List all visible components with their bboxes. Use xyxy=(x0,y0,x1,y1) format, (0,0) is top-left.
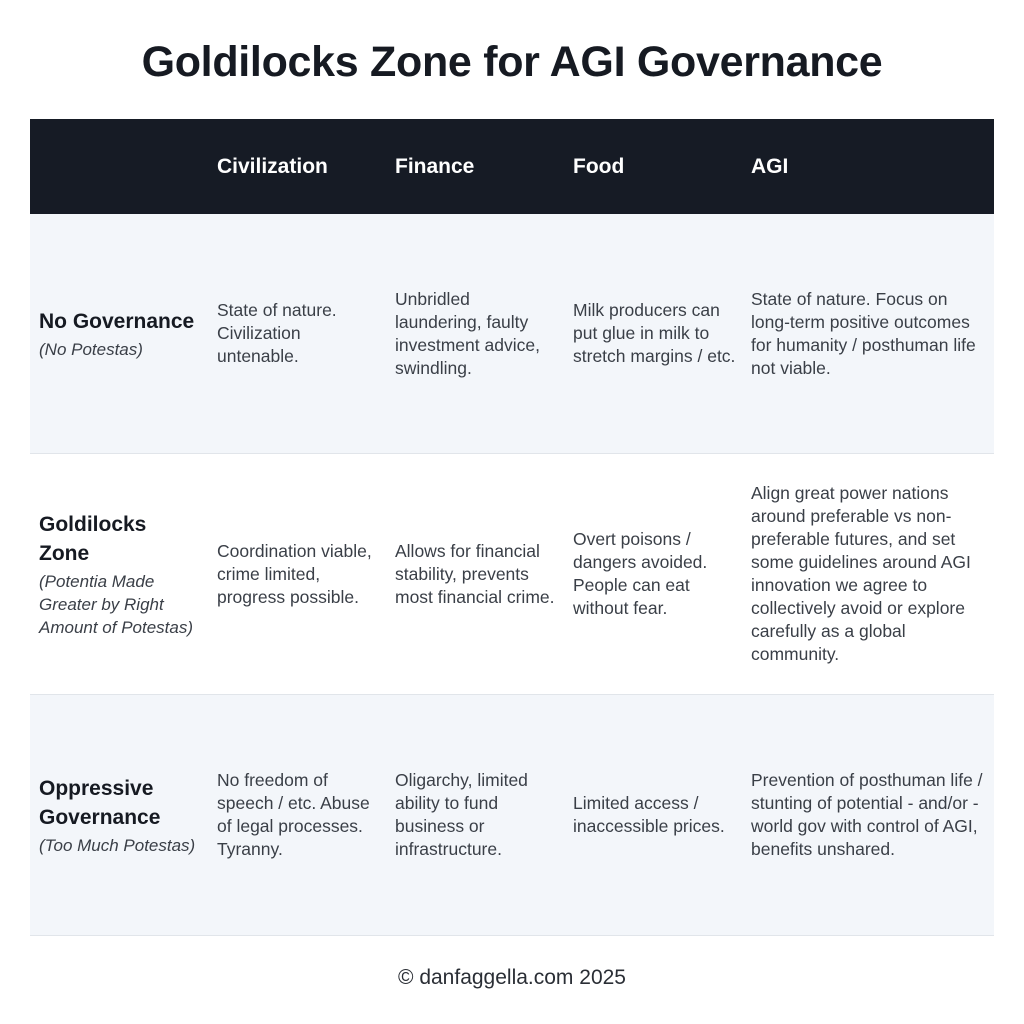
column-header-food: Food xyxy=(573,155,625,178)
table-cell-food: Limited access / inaccessible prices. xyxy=(573,793,725,836)
table-cell-civilization: State of nature. Civilization untenable. xyxy=(217,300,337,366)
table-cell-finance: Oligarchy, limited ability to fund business or infrastructure. xyxy=(395,770,528,859)
column-header-finance: Finance xyxy=(395,155,475,178)
row-title: Goldilocks Zone xyxy=(39,512,147,565)
table-cell-food: Milk producers can put glue in milk to stretch margins / etc. xyxy=(573,300,736,366)
table-row-oppressive-governance xyxy=(30,695,994,936)
table-cell-agi: Prevention of posthuman life / stunting of potential - and/or - world gov with control of AGI, benefits unshared. xyxy=(751,770,983,859)
row-title: No Governance xyxy=(39,309,195,333)
table-cell-agi: Align great power nations around preferable vs non-preferable futures, and set some guidelines around AGI innovation we agree to collectively avoid or explore carefully as a global community. xyxy=(751,483,971,664)
governance-table xyxy=(30,119,994,936)
page-title: Goldilocks Zone for AGI Governance xyxy=(141,38,883,86)
column-header-agi: AGI xyxy=(751,155,789,178)
table-cell-food: Overt poisons / dangers avoided. People can eat without fear. xyxy=(573,529,708,618)
table-header xyxy=(30,119,994,214)
table-row-goldilocks-zone xyxy=(30,454,994,695)
table-cell-finance: Allows for financial stability, prevents most financial crime. xyxy=(395,540,555,607)
table-cell-civilization: No freedom of speech / etc. Abuse of legal processes. Tyranny. xyxy=(217,770,370,859)
column-header-civilization: Civilization xyxy=(217,155,328,178)
row-subtitle: (Potentia Made Greater by Right Amount of Potestas) xyxy=(39,571,194,637)
table-row-no-governance xyxy=(30,214,994,454)
row-header xyxy=(39,695,199,935)
row-subtitle: (No Potestas) xyxy=(39,339,143,359)
table-cell-finance: Unbridled laundering, faulty investment advice, swindling. xyxy=(395,288,540,378)
table-cell-agi: State of nature. Focus on long-term positive outcomes for humanity / posthuman life not viable. xyxy=(751,288,976,378)
row-header xyxy=(39,454,199,694)
row-title: Oppressive Governance xyxy=(39,776,161,829)
row-header xyxy=(39,214,199,453)
copyright-footer: © danfaggella.com 2025 xyxy=(398,966,626,989)
row-subtitle: (Too Much Potestas) xyxy=(39,835,196,855)
table-cell-civilization: Coordination viable, crime limited, progress possible. xyxy=(217,540,372,607)
